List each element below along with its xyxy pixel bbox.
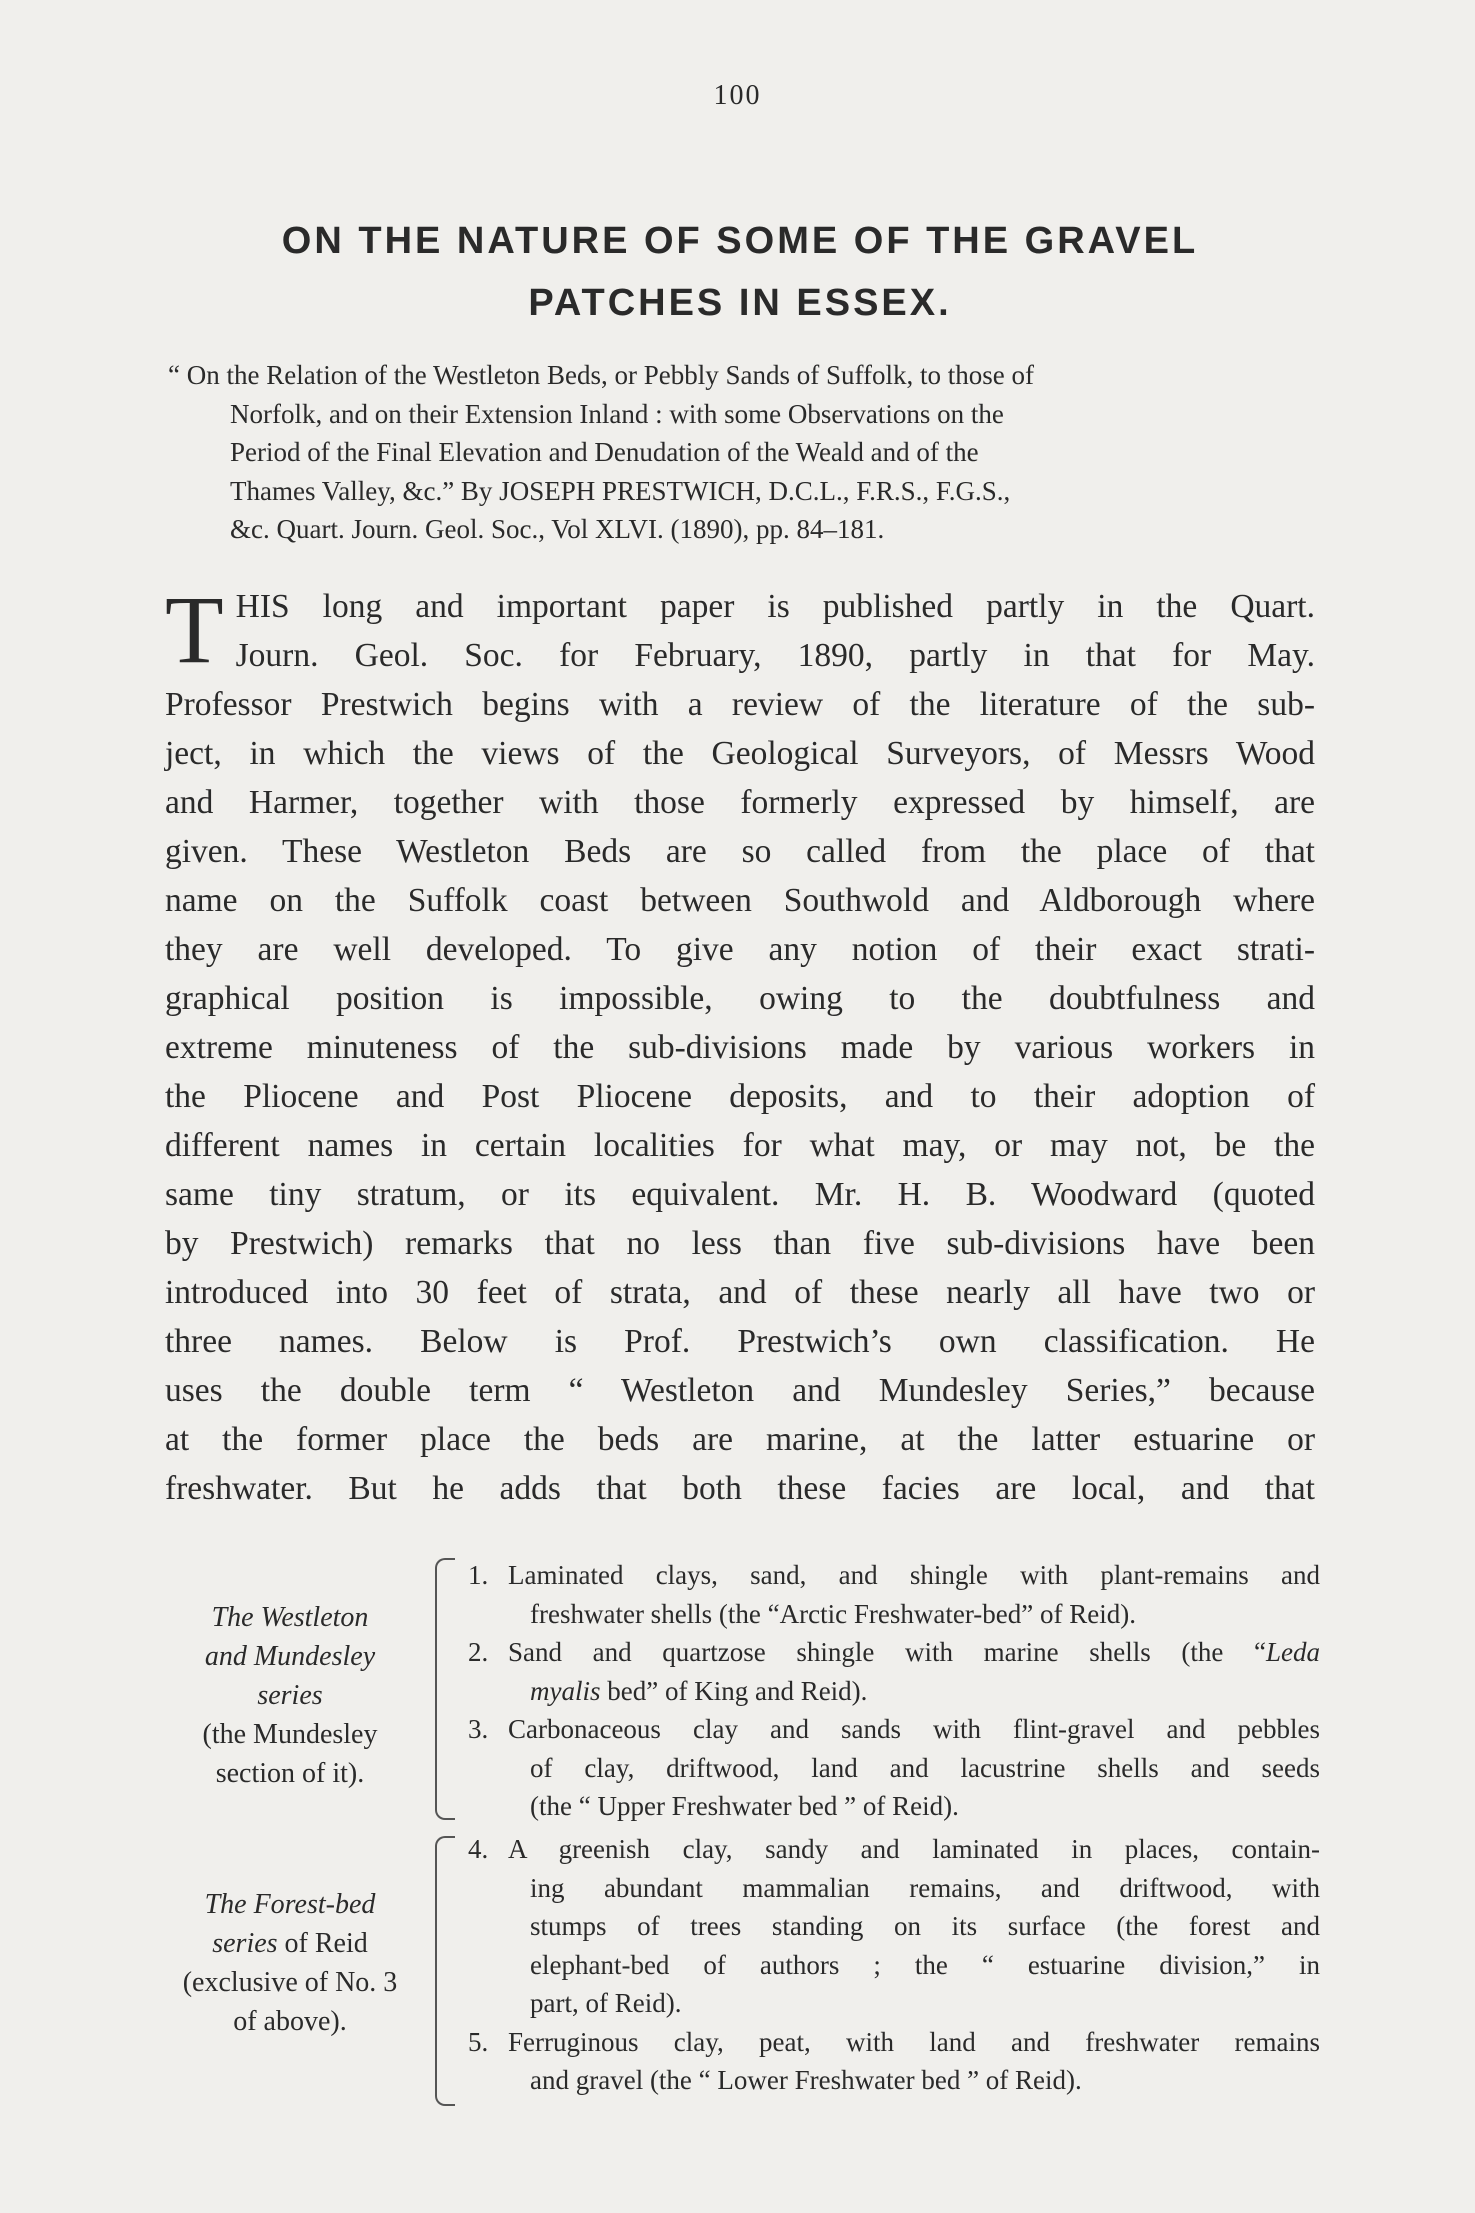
item-number: 4. — [468, 1834, 489, 1864]
citation-line: Thames Valley, &c.” By JOSEPH PRESTWICH, D.C.L., F.R.S., F.G.S., — [230, 475, 1011, 506]
group-label-line: series — [257, 1680, 323, 1711]
item-number: 5. — [468, 2026, 489, 2057]
citation-line: Norfolk, and on their Extension Inland : with some Observations on the — [230, 398, 1004, 429]
group-label-line — [150, 1924, 430, 1963]
group-label-line: of above). — [233, 2006, 347, 2037]
item-text-italic: Leda — [1266, 1637, 1320, 1667]
classification-items-group-2 — [468, 1830, 1320, 2100]
item-line: and gravel (the “ Lower Freshwater bed ” of Reid). — [530, 2065, 1082, 2095]
page-number: 100 — [713, 80, 762, 111]
title-line: PATCHES IN ESSEX. — [528, 282, 952, 324]
body-line: and Harmer, together with those formerly expressed by himself, are — [165, 784, 1315, 821]
citation-line: &c. Quart. Journ. Geol. Soc., Vol XLVI. (1890), pp. 84–181. — [230, 514, 885, 544]
body-line: given. These Westleton Beds are so called from the place of that — [165, 833, 1315, 870]
classification-item — [468, 1830, 1320, 2023]
item-text: A greenish clay, sandy and laminated in places, contain- — [508, 1834, 1320, 1864]
group-label-plain: of Reid — [277, 1928, 368, 1959]
item-line — [468, 1710, 1320, 1749]
citation-line: “ On the Relation of the Westleton Beds, or Pebbly Sands of Suffolk, to those of — [168, 360, 1034, 390]
item-line — [468, 1633, 1320, 1672]
body-line: different names in certain localities for what may, or may not, be the — [165, 1127, 1315, 1164]
brace-group-1 — [435, 1558, 455, 1820]
body-line: name on the Suffolk coast between Southwold and Aldborough where — [165, 882, 1315, 919]
body-line: the Pliocene and Post Pliocene deposits, and to their adoption of — [165, 1078, 1315, 1115]
body-line: graphical position is impossible, owing to the doubtfulness and — [165, 980, 1315, 1017]
item-line — [468, 2023, 1320, 2062]
item-text: Carbonaceous clay and sands with flint-gravel and pebbles — [508, 1714, 1320, 1744]
group-label-line: (exclusive of No. 3 — [182, 1967, 398, 1998]
citation — [168, 356, 1318, 549]
classification-items-group-1 — [468, 1556, 1320, 1826]
body-line: three names. Below is Prof. Prestwich’s own classification. He — [165, 1323, 1315, 1360]
group-label-westleton — [150, 1598, 430, 1793]
article-title — [140, 210, 1340, 334]
group-label-forest-bed — [150, 1885, 430, 2041]
body-line: extreme minuteness of the sub-divisions made by various workers in — [165, 1029, 1315, 1066]
item-line: elephant-bed of authors ; the “ estuarine division,” in — [530, 1949, 1320, 1980]
item-text-italic: myalis — [530, 1675, 601, 1706]
item-line — [468, 1830, 1320, 1869]
body-line: freshwater. But he adds that both these facies are local, and that — [165, 1470, 1315, 1507]
body-line: they are well developed. To give any notion of their exact strati- — [165, 931, 1315, 968]
item-line: part, of Reid). — [530, 1988, 682, 2018]
item-line — [468, 1556, 1320, 1595]
drop-cap: T — [165, 576, 224, 683]
group-label-italic: series — [212, 1928, 278, 1959]
item-text: bed” of King and Reid). — [600, 1675, 868, 1706]
group-label-line: The Forest-bed — [204, 1889, 376, 1920]
item-line: ing abundant mammalian remains, and driftwood, with — [530, 1872, 1320, 1903]
body-line: by Prestwich) remarks that no less than five sub-divisions have been — [165, 1225, 1315, 1262]
item-text: Sand and quartzose shingle with marine shells (the “ — [508, 1637, 1266, 1667]
item-text: Laminated clays, sand, and shingle with plant-remains and — [508, 1560, 1320, 1590]
classification-item — [468, 1556, 1320, 1633]
item-text: Ferruginous clay, peat, with land and freshwater remains — [508, 2026, 1320, 2057]
item-line — [468, 1672, 1320, 1711]
classification-item — [468, 1633, 1320, 1710]
group-label-line: and Mundesley — [204, 1641, 376, 1672]
body-line: at the former place the beds are marine, at the latter estuarine or — [165, 1421, 1315, 1458]
item-line: stumps of trees standing on its surface (the forest and — [530, 1911, 1320, 1941]
body-line: Journ. Geol. Soc. for February, 1890, partly in that for May. — [235, 637, 1315, 674]
brace-group-2 — [435, 1836, 455, 2106]
item-number: 2. — [468, 1637, 489, 1667]
title-line: ON THE NATURE OF SOME OF THE GRAVEL — [281, 220, 1199, 262]
item-line: (the “ Upper Freshwater bed ” of Reid). — [530, 1791, 959, 1821]
body-line: introduced into 30 feet of strata, and of these nearly all have two or — [165, 1274, 1315, 1311]
body-line: HIS long and important paper is published partly in the Quart. — [235, 588, 1315, 625]
item-line: freshwater shells (the “Arctic Freshwater-bed” of Reid). — [530, 1598, 1136, 1629]
item-number: 3. — [468, 1714, 489, 1744]
group-label-line: (the Mundesley — [202, 1719, 378, 1750]
group-label-line: section of it). — [215, 1758, 365, 1789]
item-line: of clay, driftwood, land and lacustrine shells and seeds — [530, 1752, 1320, 1783]
item-number: 1. — [468, 1560, 489, 1590]
citation-line: Period of the Final Elevation and Denudation of the Weald and of the — [230, 437, 979, 467]
group-label-line: The Westleton — [211, 1602, 369, 1633]
body-paragraph — [165, 576, 1315, 1513]
classification-item — [468, 2023, 1320, 2100]
classification-item — [468, 1710, 1320, 1826]
body-line: ject, in which the views of the Geological Surveyors, of Messrs Wood — [165, 735, 1315, 772]
body-line: Professor Prestwich begins with a review of the literature of the sub- — [165, 686, 1315, 723]
body-line: uses the double term “ Westleton and Mundesley Series,” because — [165, 1372, 1315, 1409]
body-line: same tiny stratum, or its equivalent. Mr. H. B. Woodward (quoted — [165, 1176, 1315, 1213]
